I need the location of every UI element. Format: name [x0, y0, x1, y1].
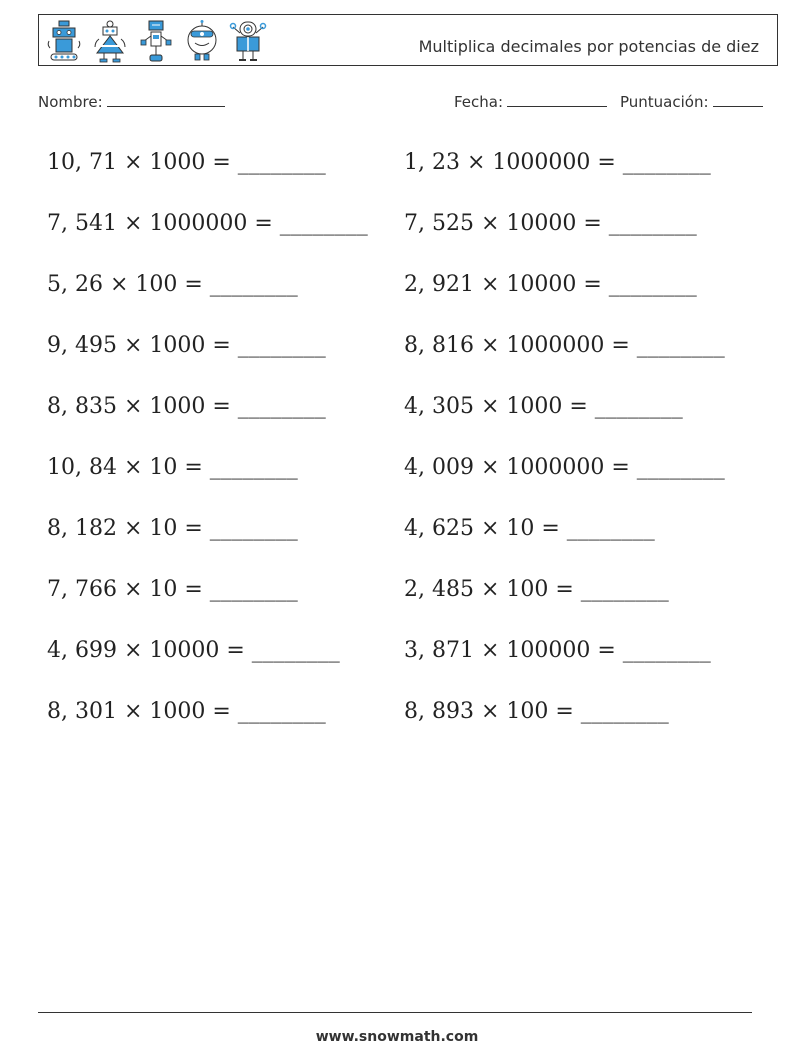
problem-11: 10, 84 × 10 = ________ [47, 455, 298, 480]
robot-tracks-icon [45, 19, 83, 63]
problem-1: 10, 71 × 1000 = ________ [47, 150, 326, 175]
name-field[interactable] [38, 93, 225, 111]
problem-7: 9, 495 × 1000 = ________ [47, 333, 326, 358]
problem-19: 8, 301 × 1000 = ________ [47, 699, 326, 724]
problem-14: 4, 625 × 10 = ________ [404, 516, 655, 541]
robot-icon-row [45, 19, 267, 63]
problem-9: 8, 835 × 1000 = ________ [47, 394, 326, 419]
problem-15: 7, 766 × 10 = ________ [47, 577, 298, 602]
score-blank[interactable] [713, 105, 763, 107]
problem-16: 2, 485 × 100 = ________ [404, 577, 669, 602]
footer-url[interactable]: www.snowmath.com [315, 1029, 479, 1045]
date-blank[interactable] [507, 105, 607, 107]
problem-17: 4, 699 × 10000 = ________ [47, 638, 340, 663]
problem-2: 1, 23 × 1000000 = ________ [404, 150, 711, 175]
score-label: Puntuación: [620, 93, 709, 111]
problem-13: 8, 182 × 10 = ________ [47, 516, 298, 541]
robot-tall-icon [137, 19, 175, 63]
robot-eye-icon [229, 19, 267, 63]
worksheet-header [38, 14, 778, 66]
page-title: Multiplica decimales por potencias de diez [418, 37, 759, 56]
score-field[interactable] [620, 93, 763, 111]
footer-divider [38, 1012, 752, 1013]
name-blank[interactable] [107, 105, 225, 107]
robot-cone-icon [91, 19, 129, 63]
problem-20: 8, 893 × 100 = ________ [404, 699, 669, 724]
robot-round-icon [183, 19, 221, 63]
problem-6: 2, 921 × 10000 = ________ [404, 272, 697, 297]
problem-5: 5, 26 × 100 = ________ [47, 272, 298, 297]
problem-8: 8, 816 × 1000000 = ________ [404, 333, 725, 358]
name-label: Nombre: [38, 93, 103, 111]
problem-18: 3, 871 × 100000 = ________ [404, 638, 711, 663]
problem-12: 4, 009 × 1000000 = ________ [404, 455, 725, 480]
problem-3: 7, 541 × 1000000 = ________ [47, 211, 368, 236]
date-field[interactable] [454, 93, 607, 111]
problem-4: 7, 525 × 10000 = ________ [404, 211, 697, 236]
date-label: Fecha: [454, 93, 504, 111]
problem-10: 4, 305 × 1000 = ________ [404, 394, 683, 419]
